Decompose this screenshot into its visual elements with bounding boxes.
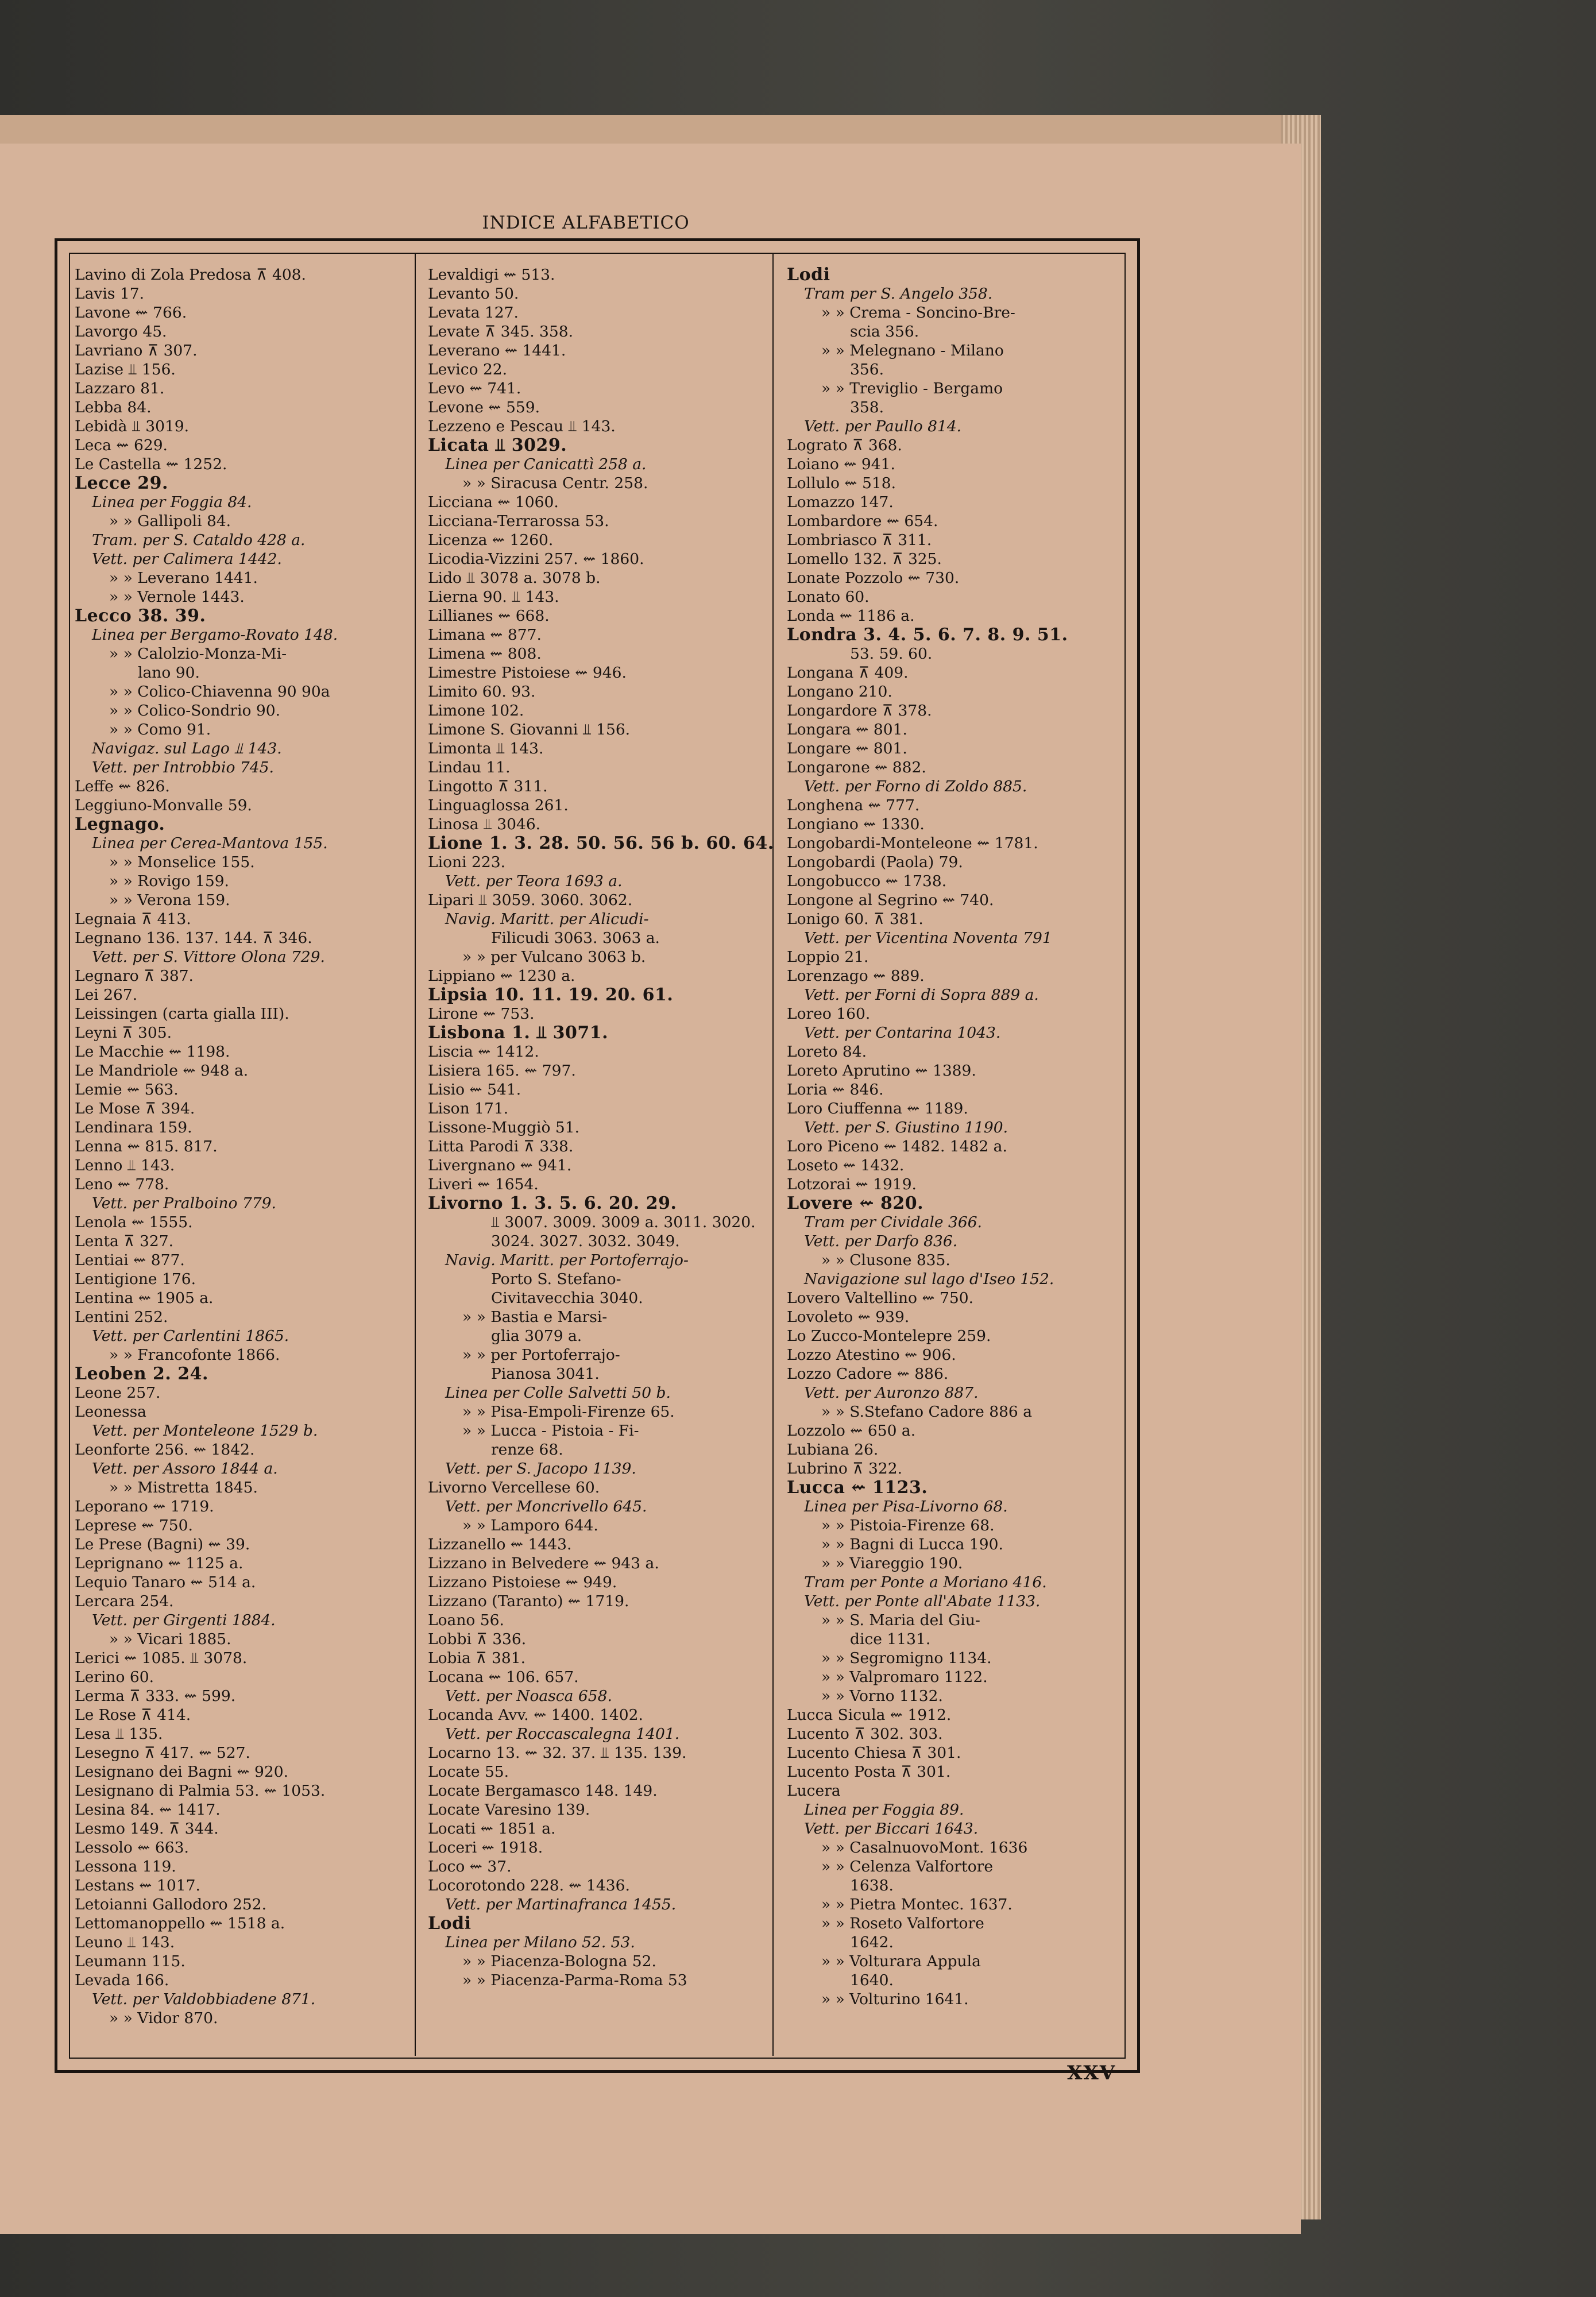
index-entry: Lomello 132. ⊼ 325. [787,550,942,568]
index-entry: Lenola ⇜ 1555. [75,1213,193,1231]
index-entry: Lizzanello ⇜ 1443. [428,1536,572,1553]
index-entry: Lioni 223. [428,853,505,871]
index-entry: Lione 1. 3. 28. 50. 56. 56 b. 60. 64. [428,833,774,853]
index-entry: » » Gallipoli 84. [109,512,231,530]
index-entry: Lesignano di Palmia 53. ⇜ 1053. [75,1782,326,1800]
index-entry: Le Mandriole ⇜ 948 a. [75,1062,249,1080]
index-entry: Le Mose ⊼ 394. [75,1100,195,1117]
index-entry: Vett. per Biccari 1643. [804,1820,979,1838]
index-entry: Lezzeno e Pescau ⫫ 143. [428,417,616,435]
index-entry: Levaldigi ⇜ 513. [428,266,555,284]
index-entry: » » Valpromaro 1122. [821,1668,988,1686]
index-entry: Pianosa 3041. [491,1365,600,1383]
index-entry: Lenna ⇜ 815. 817. [75,1138,218,1155]
index-entry: Lissone-Muggiò 51. [428,1119,580,1136]
index-entry: lano 90. [138,664,200,682]
index-entry: Lombriasco ⊼ 311. [787,531,932,549]
index-entry: » » Bastia e Marsi- [462,1308,608,1326]
index-entry: Lesmo 149. ⊼ 344. [75,1820,219,1838]
index-entry: Lizzano (Taranto) ⇜ 1719. [428,1592,629,1610]
index-entry: Lecco 38. 39. [75,606,206,626]
index-entry: Locate Bergamasco 148. 149. [428,1782,658,1800]
index-entry: » » Lucca - Pistoia - Fi- [462,1422,639,1440]
index-entry: Navigazione sul lago d'Iseo 152. [804,1270,1054,1288]
page-title: INDICE ALFABETICO [482,212,690,233]
index-entry: Loro Piceno ⇜ 1482. 1482 a. [787,1138,1007,1155]
index-entry: Levone ⇜ 559. [428,399,540,416]
index-entry: Loseto ⇜ 1432. [787,1157,905,1174]
index-entry: Porto S. Stefano- [491,1270,621,1288]
index-entry: Navig. Maritt. per Portoferrajo- [445,1251,689,1269]
index-entry: Tram per Ponte a Moriano 416. [804,1573,1047,1591]
index-entry: Lentina ⇜ 1905 a. [75,1289,214,1307]
index-entry: Tram per S. Angelo 358. [804,285,993,303]
index-entry: » » S.Stefano Cadore 886 a [821,1403,1033,1421]
index-entry: Lavorgo 45. [75,323,167,341]
index-entry: Lodi [428,1913,472,1933]
index-entry: Linea per Pisa-Livorno 68. [804,1498,1008,1515]
index-entry: Lo Zucco-Montelepre 259. [787,1327,991,1345]
index-entry: Lentiai ⇜ 877. [75,1251,185,1269]
index-entry: » » CasalnuovoMont. 1636 [821,1839,1028,1857]
index-entry: » » Monselice 155. [109,853,255,871]
index-entry: Loano 56. [428,1611,504,1629]
index-entry: Lisio ⇜ 541. [428,1081,521,1099]
index-entry: Vett. per Carlentini 1865. [92,1327,289,1345]
index-entry: » » Volturara Appula [821,1952,981,1970]
index-entry: Lentigione 176. [75,1270,196,1288]
index-entry: 356. [850,361,884,378]
index-entry: Leporano ⇜ 1719. [75,1498,214,1515]
index-entry: Linosa ⫫ 3046. [428,815,541,833]
index-entry: Lovero Valtellino ⇜ 750. [787,1289,974,1307]
index-entry: Lucento Chiesa ⊼ 301. [787,1744,961,1762]
index-entry: Longarone ⇜ 882. [787,759,926,776]
index-entry: Liveri ⇜ 1654. [428,1175,539,1193]
index-entry: » » Bagni di Lucca 190. [821,1536,1003,1553]
index-entry: Linea per Foggia 84. [92,493,252,511]
index-entry: Vett. per S. Vittore Olona 729. [92,948,325,966]
index-entry: Vett. per S. Giustino 1190. [804,1119,1008,1136]
index-entry: Loceri ⇜ 1918. [428,1839,543,1857]
index-entry: 53. 59. 60. [850,645,933,663]
index-entry: Leverano ⇜ 1441. [428,342,566,359]
index-entry: Vett. per Forni di Sopra 889 a. [804,986,1039,1004]
index-entry: » » Calolzio-Monza-Mi- [109,645,287,663]
index-entry: Longara ⇜ 801. [787,721,907,738]
index-entry: Le Rose ⊼ 414. [75,1706,191,1724]
index-entry: Limestre Pistoiese ⇜ 946. [428,664,627,682]
index-entry: Licciana ⇜ 1060. [428,493,559,511]
index-entry: Legnaia ⊼ 413. [75,910,191,928]
index-entry: Lesegno ⊼ 417. ⇜ 527. [75,1744,250,1762]
index-entry: Tram. per S. Cataldo 428 a. [92,531,306,549]
index-entry: Longana ⊼ 409. [787,664,909,682]
index-entry: Lomazzo 147. [787,493,894,511]
index-entry: Locate Varesino 139. [428,1801,590,1819]
index-entry: Lecce 29. [75,473,168,493]
index-entry: Lazzaro 81. [75,380,165,397]
index-entry: Navig. Maritt. per Alicudi- [445,910,649,928]
index-entry: Longobardi (Paola) 79. [787,853,963,871]
index-entry: Linea per Milano 52. 53. [445,1933,635,1951]
index-entry: » » Roseto Valfortore [821,1915,984,1932]
index-entry: Loiano ⇜ 941. [787,455,895,473]
index-entry: Limone 102. [428,702,524,720]
index-entry: Longano 210. [787,683,892,701]
index-entry: Locanda Avv. ⇜ 1400. 1402. [428,1706,643,1724]
index-entry: » » Como 91. [109,721,211,738]
index-entry: Lavone ⇜ 766. [75,304,187,322]
index-entry: Lovoleto ⇜ 939. [787,1308,910,1326]
index-entry: Lazise ⫫ 156. [75,361,176,378]
index-entry: » » Crema - Soncino-Bre- [821,304,1015,322]
index-entry: Loco ⇜ 37. [428,1858,512,1876]
index-entry: Lierna 90. ⫫ 143. [428,588,559,606]
index-entry: Lerici ⇜ 1085. ⫫ 3078. [75,1649,248,1667]
index-entry: » » Colico-Sondrio 90. [109,702,281,720]
index-entry: Levate ⊼ 345. 358. [428,323,574,341]
index-entry: Lesina 84. ⇜ 1417. [75,1801,221,1819]
index-entry: Lipari ⫫ 3059. 3060. 3062. [428,891,633,909]
index-entry: Lucera [787,1782,841,1800]
index-entry: Lucca ⇜ 1123. [787,1478,928,1498]
index-entry: Filicudi 3063. 3063 a. [491,929,660,947]
index-entry: Lotzorai ⇜ 1919. [787,1175,917,1193]
index-entry: Lombardore ⇜ 654. [787,512,938,530]
column-divider-1 [415,253,416,2056]
index-entry: Loreo 160. [787,1005,871,1023]
index-entry: Lenta ⊼ 327. [75,1232,174,1250]
index-entry: Lercara 254. [75,1592,174,1610]
index-entry: Londa ⇜ 1186 a. [787,607,915,625]
index-entry: Lessona 119. [75,1858,176,1876]
index-entry: Vett. per S. Jacopo 1139. [445,1460,636,1478]
index-column-1 [75,265,338,2028]
index-entry: Leumann 115. [75,1952,186,1970]
index-entry: Lingotto ⊼ 311. [428,778,548,795]
index-entry: » » Pisa-Empoli-Firenze 65. [462,1403,675,1421]
index-entry: Linea per Canicattì 258 a. [445,455,647,473]
index-entry: Lucento ⊼ 302. 303. [787,1725,943,1743]
index-entry: Leonforte 256. ⇜ 1842. [75,1441,255,1459]
index-entry: Leyni ⊼ 305. [75,1024,172,1042]
index-entry: Vett. per Moncrivello 645. [445,1498,647,1515]
index-entry: » » Leverano 1441. [109,569,258,587]
index-entry: Licata ⫫ 3029. [428,435,567,455]
index-entry: Lentini 252. [75,1308,168,1326]
index-entry: Litta Parodi ⊼ 338. [428,1138,574,1155]
page-number: XXV [1067,2062,1116,2085]
index-entry: » » Treviglio - Bergamo [821,380,1003,397]
index-entry: ⫫ 3007. 3009. 3009 a. 3011. 3020. [491,1213,756,1231]
index-entry: Legnaro ⊼ 387. [75,967,194,985]
index-entry: Vett. per Valdobbiadene 871. [92,1990,316,2008]
index-entry: Lettomanoppello ⇜ 1518 a. [75,1915,285,1932]
index-entry: Lucca Sicula ⇜ 1912. [787,1706,952,1724]
index-entry: Lisbona 1. ⫫ 3071. [428,1023,609,1043]
index-entry: 1640. [850,1971,894,1989]
index-entry: Lograto ⊼ 368. [787,436,902,454]
index-entry: Loro Ciuffenna ⇜ 1189. [787,1100,968,1117]
index-entry: Vett. per Introbbio 745. [92,759,274,776]
index-entry: Legnago. [75,814,165,834]
index-entry: Lavino di Zola Predosa ⊼ 408. [75,266,306,284]
index-entry: Licenza ⇜ 1260. [428,531,554,549]
index-entry: Vett. per Forno di Zoldo 885. [804,778,1027,795]
index-entry: Livergnano ⇜ 941. [428,1157,572,1174]
index-entry: Leffe ⇜ 826. [75,778,170,795]
index-entry: 3024. 3027. 3032. 3049. [491,1232,680,1250]
index-entry: » » per Portoferrajo- [462,1346,620,1364]
index-entry: 1638. [850,1877,894,1894]
index-entry: Lonate Pozzolo ⇜ 730. [787,569,960,587]
index-entry: Leonessa [75,1403,146,1421]
index-entry: Livorno Vercellese 60. [428,1479,600,1496]
index-entry: Lucento Posta ⊼ 301. [787,1763,951,1781]
index-entry: Locorotondo 228. ⇜ 1436. [428,1877,630,1894]
index-entry: » » Vicari 1885. [109,1630,231,1648]
index-entry: Lebba 84. [75,399,152,416]
index-entry: Leca ⇜ 629. [75,436,168,454]
index-entry: Lavis 17. [75,285,145,303]
index-entry: Vett. per Ponte all'Abate 1133. [804,1592,1041,1610]
index-entry: Licodia-Vizzini 257. ⇜ 1860. [428,550,644,568]
index-entry: renze 68. [491,1441,563,1459]
index-entry: Levo ⇜ 741. [428,380,521,397]
index-entry: Lizzano Pistoiese ⇜ 949. [428,1573,617,1591]
index-entry: Lei 267. [75,986,138,1004]
index-entry: Longobardi-Monteleone ⇜ 1781. [787,834,1038,852]
index-entry: Lavriano ⊼ 307. [75,342,198,359]
index-entry: Locana ⇜ 106. 657. [428,1668,579,1686]
index-entry: Limone S. Giovanni ⫫ 156. [428,721,631,738]
index-entry: Leggiuno-Monvalle 59. [75,796,252,814]
index-entry: Lipsia 10. 11. 19. 20. 61. [428,985,674,1005]
index-entry: Lestans ⇜ 1017. [75,1877,200,1894]
index-entry: dice 1131. [850,1630,931,1648]
index-entry: Legnano 136. 137. 144. ⊼ 346. [75,929,312,947]
index-entry: Vett. per Vicentina Noventa 791 [804,929,1052,947]
index-entry: Lirone ⇜ 753. [428,1005,535,1023]
index-entry: » » Piacenza-Parma-Roma 53 [462,1971,687,1989]
index-entry: Lonato 60. [787,588,870,606]
index-entry: Le Macchie ⇜ 1198. [75,1043,230,1061]
index-entry: Linea per Cerea-Mantova 155. [92,834,328,852]
index-entry: Lozzo Atestino ⇜ 906. [787,1346,956,1364]
index-entry: Lido ⫫ 3078 a. 3078 b. [428,569,601,587]
index-entry: » » Segromigno 1134. [821,1649,992,1667]
index-entry: Vett. per Pralboino 779. [92,1194,276,1212]
index-entry: glia 3079 a. [491,1327,582,1345]
index-entry: Leprignano ⇜ 1125 a. [75,1554,244,1572]
index-entry: Levata 127. [428,304,519,322]
index-entry: Longone al Segrino ⇜ 740. [787,891,994,909]
index-entry: Longardore ⊼ 378. [787,702,932,720]
index-entry: Leno ⇜ 778. [75,1175,169,1193]
index-entry: Lovere ⇜ 820. [787,1193,924,1213]
index-entry: Licciana-Terrarossa 53. [428,512,609,530]
index-entry: Lessolo ⇜ 663. [75,1839,189,1857]
index-entry: Tram per Cividale 366. [804,1213,982,1231]
index-entry: Lemie ⇜ 563. [75,1081,179,1099]
index-entry: Lorenzago ⇜ 889. [787,967,925,985]
index-entry: Limena ⇜ 808. [428,645,542,663]
index-entry: Lillianes ⇜ 668. [428,607,550,625]
index-entry: Lobia ⊼ 381. [428,1649,526,1667]
index-entry: Letoianni Gallodoro 252. [75,1896,267,1913]
index-entry: Linea per Bergamo-Rovato 148. [92,626,338,644]
index-entry: Leone 257. [75,1384,161,1402]
index-entry: Loreto 84. [787,1043,867,1061]
index-entry: Limonta ⫫ 143. [428,740,544,757]
index-entry: Lippiano ⇜ 1230 a. [428,967,575,985]
index-column-3 [787,265,1068,2009]
index-entry: Vett. per Martinafranca 1455. [445,1896,677,1913]
index-entry: Lisiera 165. ⇜ 797. [428,1062,576,1080]
index-entry: » » Piacenza-Bologna 52. [462,1952,656,1970]
index-entry: Vett. per Monteleone 1529 b. [92,1422,318,1440]
index-entry: Lindau 11. [428,759,511,776]
index-entry: Linguaglossa 261. [428,796,569,814]
index-entry: Livorno 1. 3. 5. 6. 20. 29. [428,1193,677,1213]
index-entry: » » Vorno 1132. [821,1687,943,1705]
index-entry: » » Pietra Montec. 1637. [821,1896,1013,1913]
index-entry: Levanto 50. [428,285,519,303]
index-entry: Longare ⇜ 801. [787,740,907,757]
index-entry: Lison 171. [428,1100,509,1117]
index-entry: Vett. per Roccascalegna 1401. [445,1725,680,1743]
index-entry: Limana ⇜ 877. [428,626,542,644]
index-entry: Vett. per Calimera 1442. [92,550,282,568]
index-entry: » » Melegnano - Milano [821,342,1004,359]
index-entry: Vett. per Contarina 1043. [804,1024,1001,1042]
index-entry: Lendinara 159. [75,1119,192,1136]
index-entry: Londra 3. 4. 5. 6. 7. 8. 9. 51. [787,625,1068,645]
index-entry: Lozzo Cadore ⇜ 886. [787,1365,949,1383]
index-entry: Lizzano in Belvedere ⇜ 943 a. [428,1554,659,1572]
index-entry: Vett. per Noasca 658. [445,1687,612,1705]
index-entry: Linea per Foggia 89. [804,1801,964,1819]
index-entry: » » Colico-Chiavenna 90 90a [109,683,330,701]
index-entry: » » Rovigo 159. [109,872,229,890]
index-entry: Lodi [787,265,830,285]
index-entry: » » Mistretta 1845. [109,1479,258,1496]
index-entry: Liscia ⇜ 1412. [428,1043,539,1061]
index-entry: » » Francofonte 1866. [109,1346,280,1364]
index-entry: Vett. per Teora 1693 a. [445,872,623,890]
index-column-2 [428,265,774,1990]
index-entry: Locarno 13. ⇜ 32. 37. ⫫ 135. 139. [428,1744,687,1762]
index-entry: » » per Vulcano 3063 b. [462,948,646,966]
index-entry: Levico 22. [428,361,508,378]
index-entry: » » S. Maria del Giu- [821,1611,980,1629]
index-entry: Longhena ⇜ 777. [787,796,920,814]
index-entry: » » Verona 159. [109,891,230,909]
index-entry: Locate 55. [428,1763,509,1781]
index-entry: » » Vidor 870. [109,2009,218,2027]
index-entry: Vett. per Darfo 836. [804,1232,958,1250]
index-entry: » » Lamporo 644. [462,1517,598,1534]
index-entry: » » Siracusa Centr. 258. [462,474,648,492]
index-entry: Lesignano dei Bagni ⇜ 920. [75,1763,289,1781]
index-entry: Lobbi ⊼ 336. [428,1630,527,1648]
index-entry: Lozzolo ⇜ 650 a. [787,1422,916,1440]
index-entry: Loria ⇜ 846. [787,1081,884,1099]
index-entry: Lebidà ⫫ 3019. [75,417,190,435]
index-entry: Longiano ⇜ 1330. [787,815,925,833]
index-entry: Lerma ⊼ 333. ⇜ 599. [75,1687,236,1705]
index-entry: » » Celenza Valfortore [821,1858,994,1876]
index-entry: Lesa ⫫ 135. [75,1725,163,1743]
index-entry: Leprese ⇜ 750. [75,1517,193,1534]
index-entry: scia 356. [850,323,919,341]
index-entry: Lollulo ⇜ 518. [787,474,896,492]
index-entry: » » Viareggio 190. [821,1554,963,1572]
index-entry: Vett. per Auronzo 887. [804,1384,979,1402]
index-entry: » » Vernole 1443. [109,588,245,606]
index-entry: Lenno ⫫ 143. [75,1157,175,1174]
index-entry: Le Prese (Bagni) ⇜ 39. [75,1536,250,1553]
index-entry: Navigaz. sul Lago ⫫ 143. [92,740,282,757]
index-entry: » » Clusone 835. [821,1251,950,1269]
index-entry: Vett. per Assoro 1844 a. [92,1460,278,1478]
index-entry: Leissingen (carta gialla III). [75,1005,289,1023]
index-entry: Lubrino ⊼ 322. [787,1460,903,1478]
index-entry: Vett. per Girgenti 1884. [92,1611,276,1629]
index-entry: » » Volturino 1641. [821,1990,969,2008]
index-entry: Lerino 60. [75,1668,154,1686]
index-entry: 358. [850,399,884,416]
index-entry: Lubiana 26. [787,1441,879,1459]
index-entry: Le Castella ⇜ 1252. [75,455,227,473]
index-entry: Civitavecchia 3040. [491,1289,643,1307]
index-entry: Leoben 2. 24. [75,1364,208,1384]
index-entry: Longobucco ⇜ 1738. [787,872,947,890]
index-entry: Linea per Colle Salvetti 50 b. [445,1384,671,1402]
index-entry: Levada 166. [75,1971,169,1989]
index-entry: 1642. [850,1933,894,1951]
index-entry: Limito 60. 93. [428,683,536,701]
index-entry: Lonigo 60. ⊼ 381. [787,910,923,928]
index-entry: Vett. per Paullo 814. [804,417,962,435]
index-entry: Leuno ⫫ 143. [75,1933,175,1951]
index-entry: Loppio 21. [787,948,869,966]
index-entry: Loreto Aprutino ⇜ 1389. [787,1062,976,1080]
index-entry: Lequio Tanaro ⇜ 514 a. [75,1573,256,1591]
index-entry: Locati ⇜ 1851 a. [428,1820,556,1838]
index-entry: » » Pistoia-Firenze 68. [821,1517,995,1534]
